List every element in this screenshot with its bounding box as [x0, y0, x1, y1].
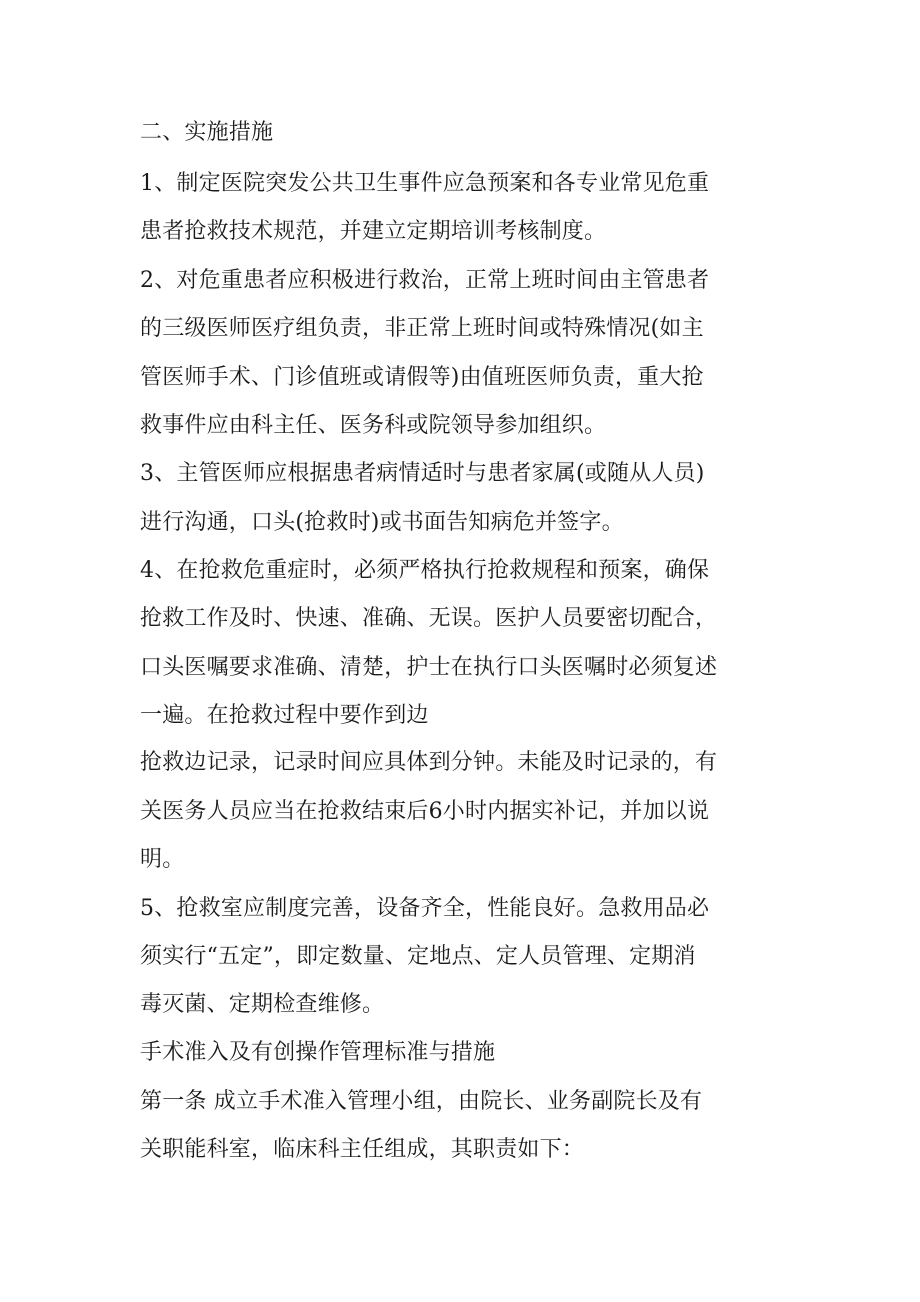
text-line-3: 2、对危重患者应积极进行救治，正常上班时间由主管患者 [140, 268, 710, 293]
text-line-5: 管医师手术、门诊值班或请假等)由值班医师负责，重大抢 [140, 365, 704, 390]
text-line-12: 一遍。在抢救过程中要作到边 [140, 703, 429, 728]
text-line-4: 的三级医师医疗组负责，非正常上班时间或特殊情况(如主 [140, 316, 704, 341]
section-heading-surgery-access: 手术准入及有创操作管理标准与措施 [140, 1040, 496, 1065]
text-line-1: 1、制定医院突发公共卫生事件应急预案和各专业常见危重 [140, 171, 710, 196]
text-line-9: 4、在抢救危重症时，必须严格执行抢救规程和预案，确保 [140, 558, 710, 583]
text-line-18: 毒灭菌、定期检查维修。 [140, 992, 385, 1017]
section-heading-implementation: 二、实施措施 [140, 120, 274, 145]
text-line-15: 明。 [140, 847, 185, 872]
text-line-11: 口头医嘱要求准确、清楚，护士在执行口头医嘱时必须复述 [140, 655, 718, 680]
text-line-13: 抢救边记录，记录时间应具体到分钟。未能及时记录的，有 [140, 750, 718, 775]
text-line-14: 关医务人员应当在抢救结束后6小时内据实补记，并加以说 [140, 799, 710, 824]
text-line-21: 关职能科室，临床科主任组成，其职责如下： [140, 1137, 585, 1162]
text-line-2: 患者抢救技术规范，并建立定期培训考核制度。 [140, 219, 607, 244]
text-line-16: 5、抢救室应制度完善，设备齐全，性能良好。急救用品必 [140, 896, 710, 921]
text-line-17: 须实行“五定”，即定数量、定地点、定人员管理、定期消 [140, 944, 696, 969]
text-line-7: 3、主管医师应根据患者病情适时与患者家属(或随从人员) [140, 461, 705, 486]
text-line-6: 救事件应由科主任、医务科或院领导参加组织。 [140, 413, 607, 438]
text-line-20: 第一条 成立手术准入管理小组，由院长、业务副院长及有 [140, 1089, 703, 1114]
text-line-10: 抢救工作及时、快速、准确、无误。医护人员要密切配合， [140, 606, 718, 631]
text-line-8: 进行沟通，口头(抢救时)或书面告知病危并签字。 [140, 510, 624, 535]
